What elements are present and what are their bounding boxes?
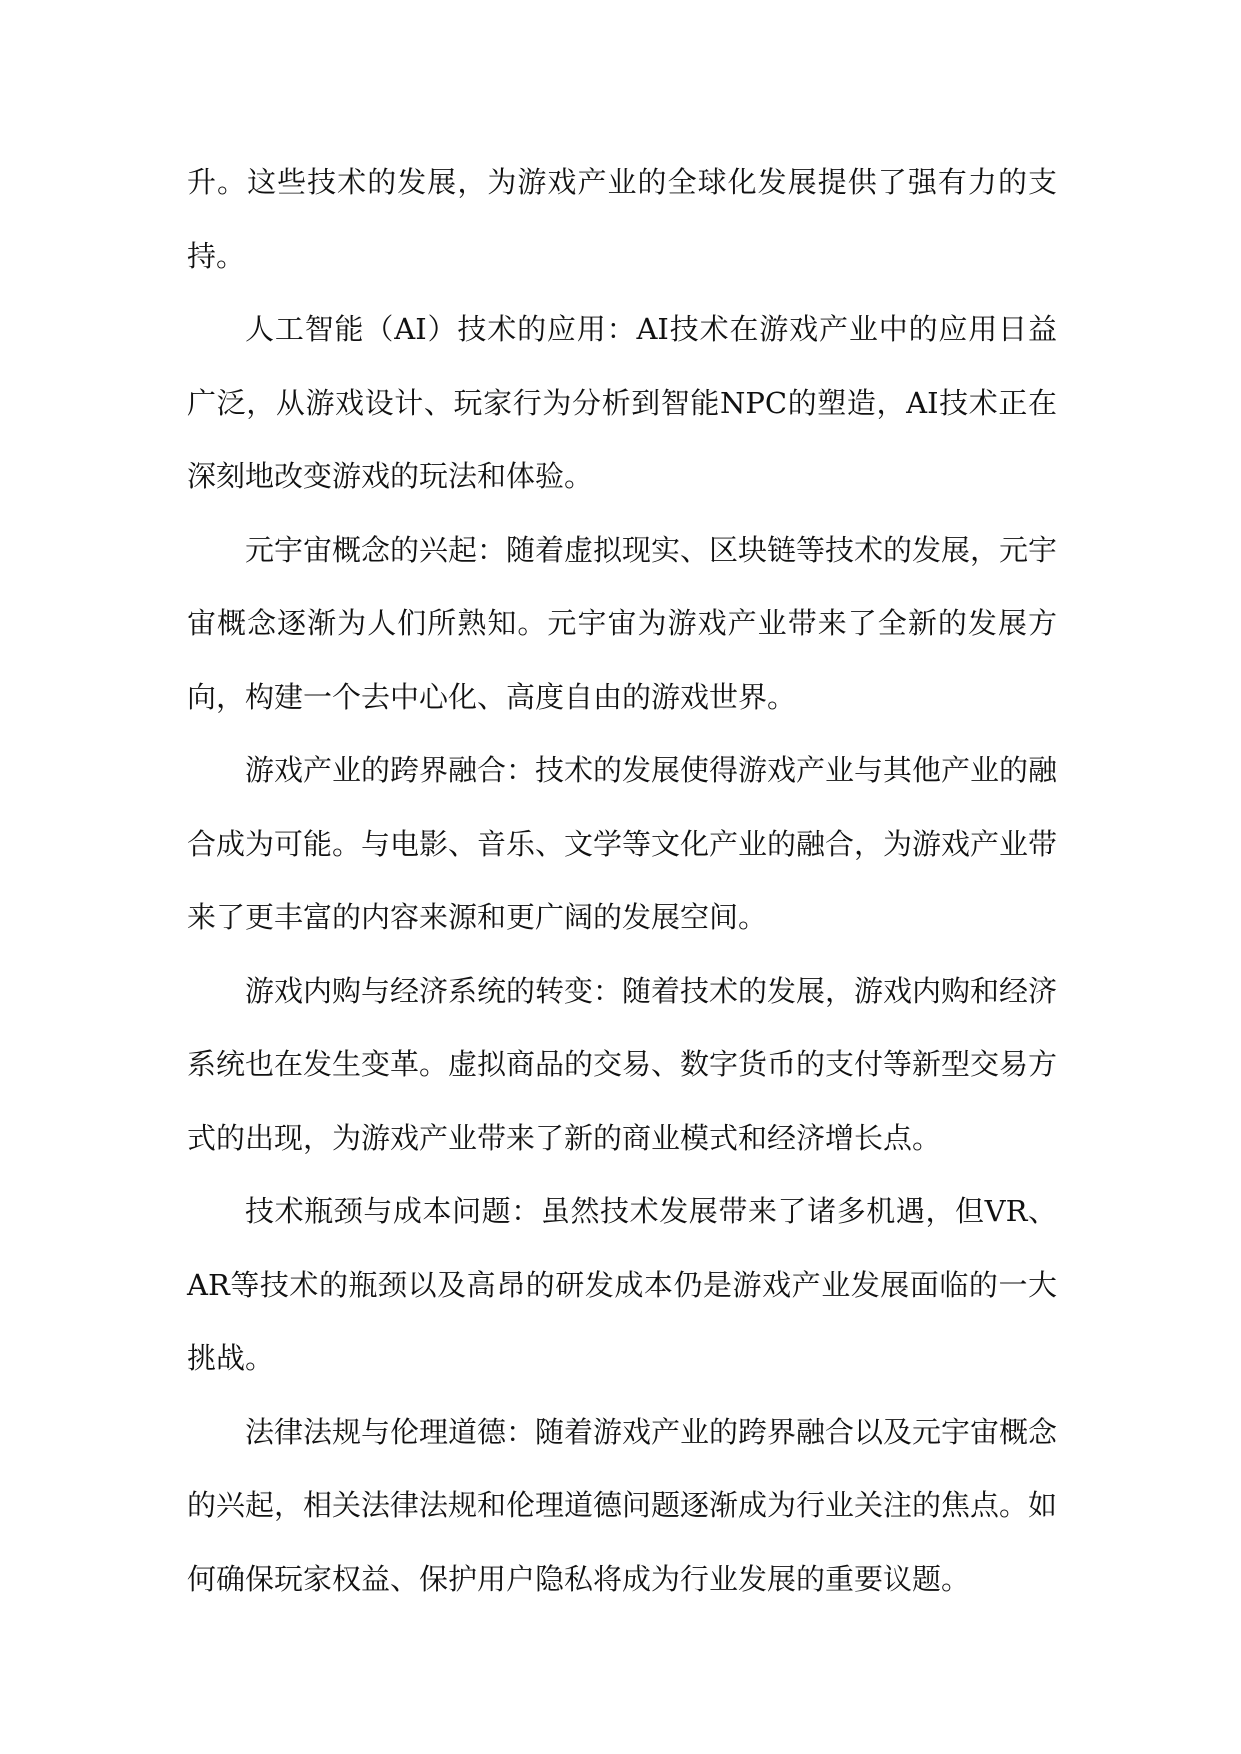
paragraph-tech-bottleneck: 技术瓶颈与成本问题：虽然技术发展带来了诸多机遇，但VR、AR等技术的瓶颈以及高昂的研发成本仍是游戏产业发展面临的一大挑战。 [187,1194,1057,1375]
paragraph-continued: 升。这些技术的发展，为游戏产业的全球化发展提供了强有力的支持。 [187,165,1057,273]
body-text [187,146,1057,1616]
paragraph-law-ethics: 法律法规与伦理道德：随着游戏产业的跨界融合以及元宇宙概念的兴起，相关法律法规和伦理道德问题逐渐成为行业关注的焦点。如何确保玩家权益、保护用户隐私将成为行业发展的重要议题。 [187,1414,1058,1596]
paragraph-crossover: 游戏产业的跨界融合：技术的发展使得游戏产业与其他产业的融合成为可能。与电影、音乐、文学等文化产业的融合，为游戏产业带来了更丰富的内容来源和更广阔的发展空间。 [187,753,1058,934]
paragraph-ai-application: 人工智能（AI）技术的应用：AI技术在游戏产业中的应用日益广泛，从游戏设计、玩家行为分析到智能NPC的塑造，AI技术正在深刻地改变游戏的玩法和体验。 [187,312,1057,493]
paragraph-metaverse: 元宇宙概念的兴起：随着虚拟现实、区块链等技术的发展，元宇宙概念逐渐为人们所熟知。元宇宙为游戏产业带来了全新的发展方向，构建一个去中心化、高度自由的游戏世界。 [187,532,1058,714]
paragraph-in-game-economy: 游戏内购与经济系统的转变：随着技术的发展，游戏内购和经济系统也在发生变革。虚拟商品的交易、数字货币的支付等新型交易方式的出现，为游戏产业带来了新的商业模式和经济增长点。 [187,973,1058,1155]
